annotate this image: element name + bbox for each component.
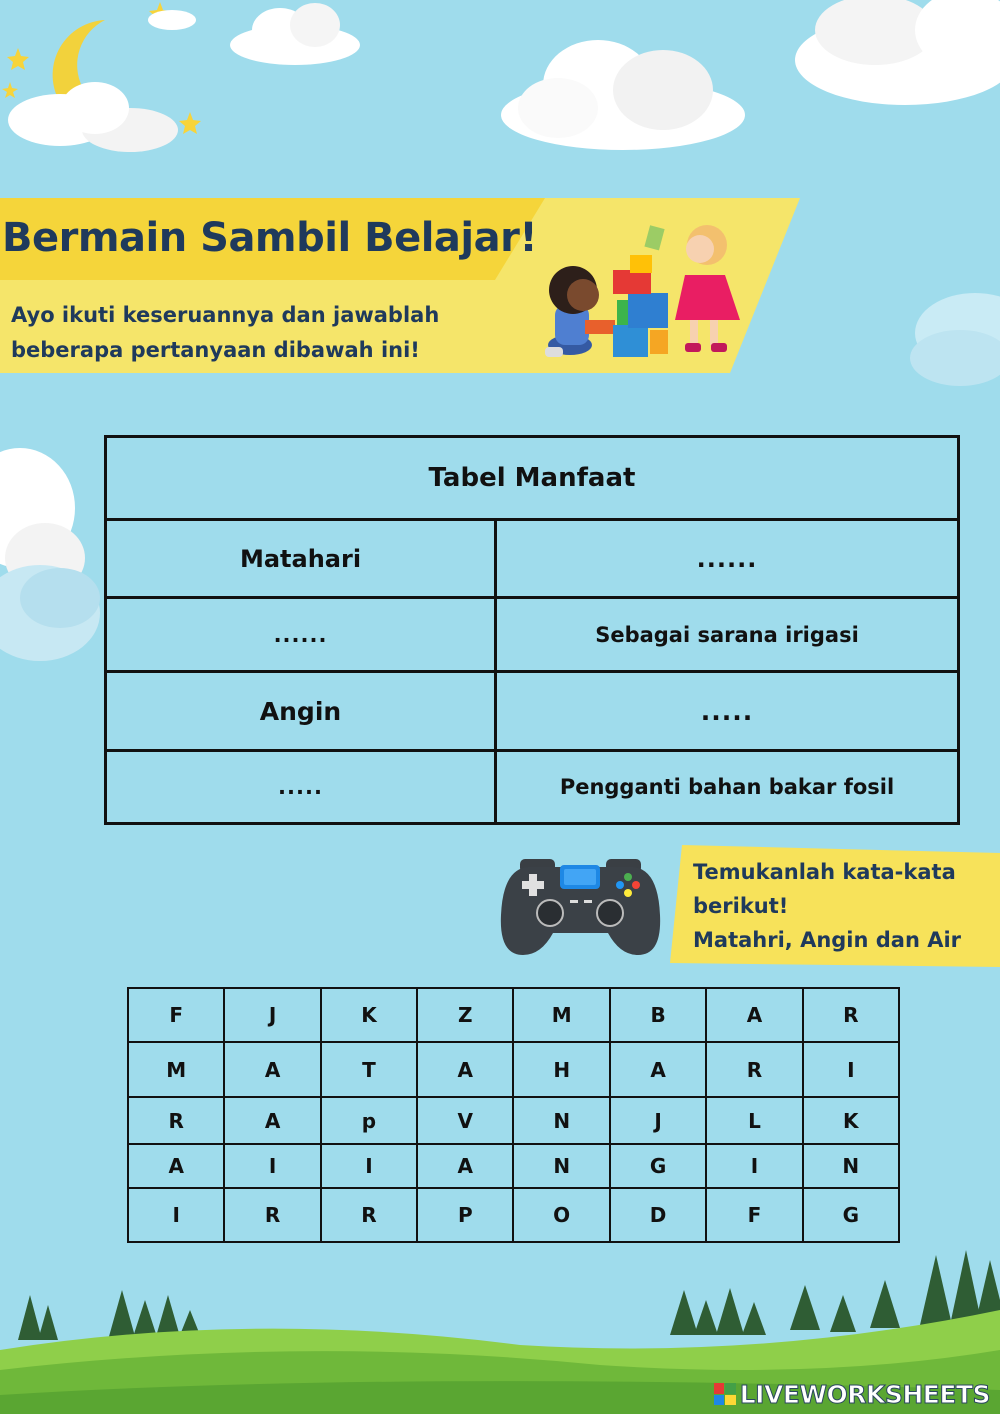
- letter-cell[interactable]: K: [321, 988, 417, 1042]
- letter-cell[interactable]: V: [417, 1097, 513, 1144]
- letter-cell[interactable]: A: [417, 1042, 513, 1097]
- cloud-decoration: [498, 30, 748, 155]
- letter-cell[interactable]: F: [128, 988, 224, 1042]
- watermark-text: LIVEWORKSHEETS: [739, 1379, 990, 1409]
- letter-cell[interactable]: P: [417, 1188, 513, 1242]
- letter-cell[interactable]: I: [224, 1144, 320, 1188]
- letter-cell[interactable]: R: [321, 1188, 417, 1242]
- letter-cell[interactable]: A: [417, 1144, 513, 1188]
- letter-cell[interactable]: p: [321, 1097, 417, 1144]
- letter-cell[interactable]: J: [224, 988, 320, 1042]
- letter-cell[interactable]: A: [224, 1042, 320, 1097]
- instructions-line: Temukanlah kata-kata: [693, 860, 956, 884]
- instructions-line: Matahri, Angin dan Air: [693, 928, 962, 952]
- letter-cell[interactable]: I: [803, 1042, 899, 1097]
- cloud-decoration: [0, 438, 105, 688]
- benefit-table-title: Tabel Manfaat: [106, 437, 959, 520]
- letter-cell[interactable]: O: [513, 1188, 609, 1242]
- cloud-decoration: [225, 0, 365, 70]
- letter-cell[interactable]: F: [706, 1188, 802, 1242]
- liveworksheets-watermark: [714, 1380, 990, 1408]
- table-row: [106, 520, 959, 598]
- answer-blank[interactable]: .....: [496, 672, 959, 751]
- letter-cell[interactable]: R: [128, 1097, 224, 1144]
- cloud-decoration: [900, 283, 1000, 388]
- grid-row: [128, 1144, 899, 1188]
- table-cell: Pengganti bahan bakar fosil: [496, 751, 959, 824]
- benefit-table: [104, 435, 960, 825]
- instructions-text: [693, 855, 993, 957]
- letter-cell[interactable]: A: [224, 1097, 320, 1144]
- letter-cell[interactable]: N: [803, 1144, 899, 1188]
- answer-blank[interactable]: .....: [106, 751, 496, 824]
- page-title: Bermain Sambil Belajar!: [2, 215, 538, 261]
- answer-blank[interactable]: ......: [106, 598, 496, 672]
- table-row: [106, 598, 959, 672]
- letter-cell[interactable]: R: [706, 1042, 802, 1097]
- table-row: [106, 751, 959, 824]
- letter-cell[interactable]: J: [610, 1097, 706, 1144]
- grid-row: [128, 1097, 899, 1144]
- letter-cell[interactable]: R: [224, 1188, 320, 1242]
- letter-cell[interactable]: M: [128, 1042, 224, 1097]
- letter-cell[interactable]: G: [610, 1144, 706, 1188]
- kids-playing-illustration: [535, 205, 760, 370]
- letter-cell[interactable]: A: [128, 1144, 224, 1188]
- letter-cell[interactable]: M: [513, 988, 609, 1042]
- grid-row: [128, 988, 899, 1042]
- instructions-line: berikut!: [693, 894, 789, 918]
- gamepad-icon: [498, 855, 663, 960]
- letter-cell[interactable]: I: [128, 1188, 224, 1242]
- crescent-moon-icon: [0, 0, 240, 160]
- letter-cell[interactable]: A: [610, 1042, 706, 1097]
- table-cell: Sebagai sarana irigasi: [496, 598, 959, 672]
- letter-cell[interactable]: N: [513, 1144, 609, 1188]
- letter-cell[interactable]: K: [803, 1097, 899, 1144]
- table-cell: Matahari: [106, 520, 496, 598]
- cloud-decoration: [795, 0, 1000, 115]
- table-cell: Angin: [106, 672, 496, 751]
- letter-cell[interactable]: R: [803, 988, 899, 1042]
- letter-cell[interactable]: L: [706, 1097, 802, 1144]
- letter-cell[interactable]: A: [706, 988, 802, 1042]
- grid-row: [128, 1042, 899, 1097]
- answer-blank[interactable]: ......: [496, 520, 959, 598]
- page-subtitle: Ayo ikuti keseruannya dan jawablah beberapa pertanyaan dibawah ini!: [11, 303, 440, 362]
- grid-row: [128, 1188, 899, 1242]
- letter-cell[interactable]: B: [610, 988, 706, 1042]
- letter-cell[interactable]: I: [321, 1144, 417, 1188]
- letter-cell[interactable]: N: [513, 1097, 609, 1144]
- liveworksheets-logo-icon: [714, 1383, 736, 1405]
- letter-cell[interactable]: G: [803, 1188, 899, 1242]
- letter-cell[interactable]: D: [610, 1188, 706, 1242]
- word-search-grid: [127, 987, 900, 1243]
- letter-cell[interactable]: I: [706, 1144, 802, 1188]
- letter-cell[interactable]: Z: [417, 988, 513, 1042]
- letter-cell[interactable]: T: [321, 1042, 417, 1097]
- table-row: [106, 672, 959, 751]
- letter-cell[interactable]: H: [513, 1042, 609, 1097]
